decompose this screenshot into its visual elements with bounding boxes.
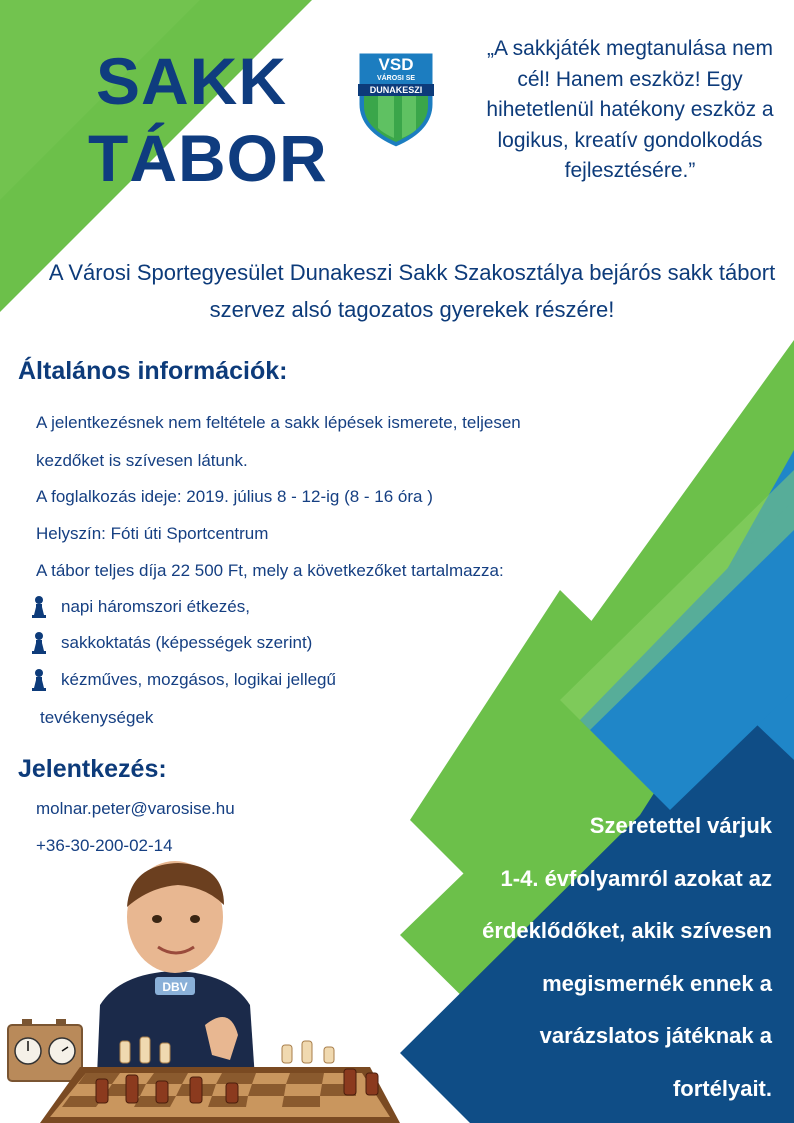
contact-email[interactable]: molnar.peter@varosise.hu [36,799,235,818]
info-line: A tábor teljes díja 22 500 Ft, mely a következőket tartalmazza: [36,561,504,580]
chess-player-photo [0,855,400,1123]
closing-line: fortélyait. [672,1075,772,1101]
info-line: A foglalkozás ideje: 2019. július 8 - 12-ig (8 - 16 óra ) [36,487,433,506]
bullet-continuation: tevékenységek [40,708,154,727]
closing-line: érdeklődőket, akik szívesen [482,918,772,943]
info-line: kezdőket is szívesen látunk. [36,451,248,470]
bullet-text: sakkoktatás (képességek szerint) [61,633,313,652]
closing-message [412,800,772,1115]
closing-line: megismernék ennek a [542,970,772,996]
club-logo [354,46,438,150]
bullet-item [30,668,336,692]
chess-pawn-icon [30,668,48,692]
closing-line: Szeretettel várjuk [589,813,772,838]
closing-line: varázslatos játéknak a [539,1023,772,1048]
chess-pawn-icon [30,631,48,655]
logo-banner-text: DUNAKESZI [369,85,423,95]
info-line: Helyszín: Fóti úti Sportcentrum [36,524,269,543]
contact-phone[interactable]: +36-30-200-02-14 [36,836,173,855]
bullet-text: kézműves, mozgásos, logikai jellegű [61,670,336,689]
bullet-item [30,595,250,619]
contact-heading: Jelentkezés: [18,755,167,783]
intro-text: A Városi Sportegyesület Dunakeszi Sakk Szakosztálya bejárós sakk tábort szervez alsó tagozatos gyerekek részére! [48,260,776,322]
bullet-text: napi háromszori étkezés, [61,597,250,616]
info-line: A jelentkezésnek nem feltétele a sakk lépések ismerete, teljesen [36,413,521,432]
info-heading: Általános információk: [18,357,288,385]
chess-clock-icon [8,1019,82,1081]
logo-middle-text: VÁROSI SE [376,75,416,82]
bullet-item [30,631,312,655]
shirt-text: DBV [162,980,188,994]
closing-line: 1-4. évfolyamról azokat az [500,865,772,891]
chess-pawn-icon [30,595,48,619]
logo-top-text: VSD [378,55,414,74]
title-line-1: SAKK [96,44,288,118]
title-line-2: TÁBOR [88,121,328,195]
quote-text: „A sakkjáték megtanulása nem cél! Hanem eszköz! Egy hihetetlenül hatékony eszköz a logikus, kreatív gondolkodás fejlesztésére.” [486,37,774,182]
